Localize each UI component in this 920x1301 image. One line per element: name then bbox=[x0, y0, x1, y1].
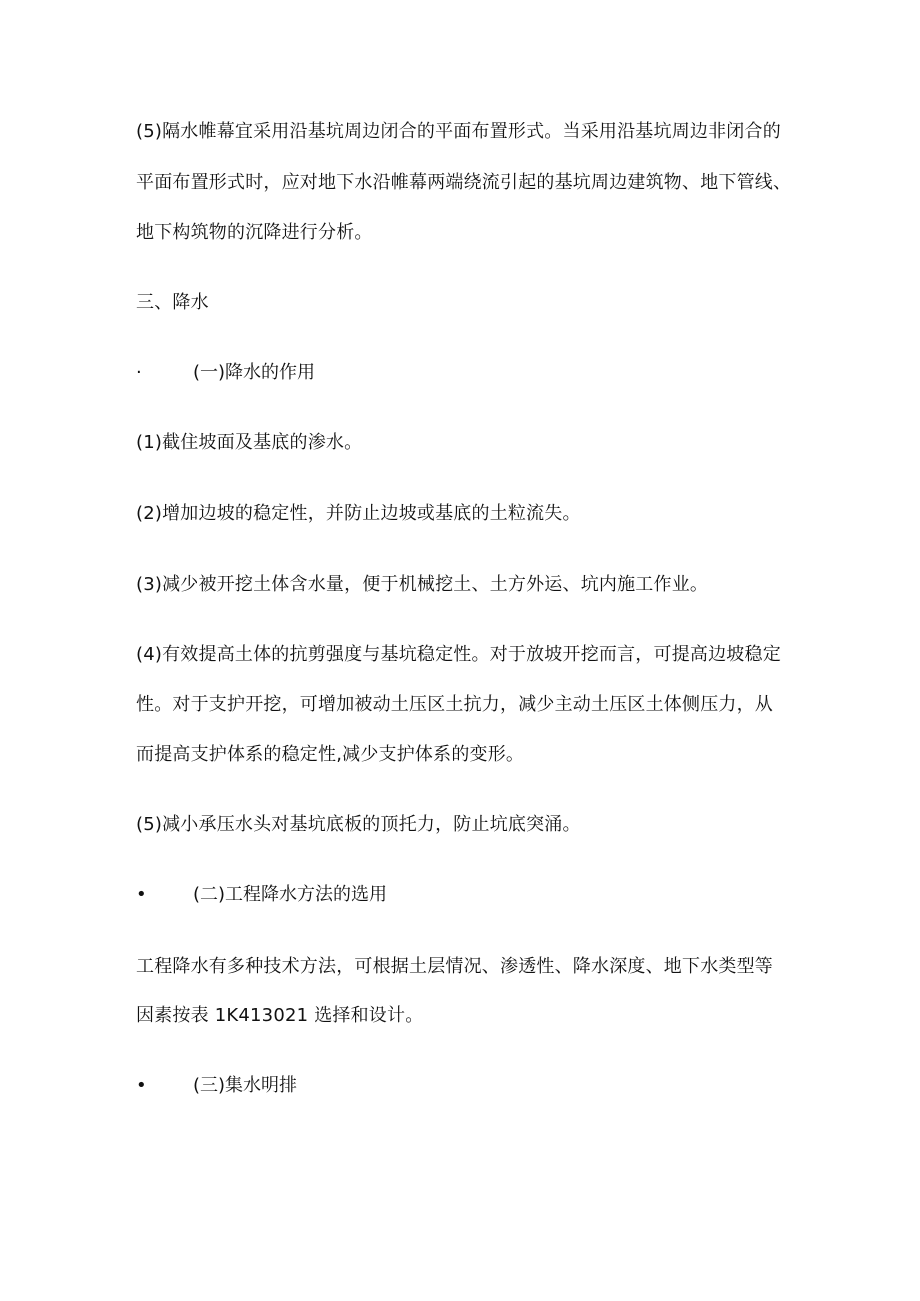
sub-heading-3: (三)集水明排 bbox=[193, 1075, 298, 1096]
list-item-4-line-2: 性。对于支护开挖，可增加被动土压区土抗力，减少主动土压区土体侧压力，从 bbox=[136, 694, 773, 715]
partition-paragraph-line-2: 平面布置形式时，应对地下水沿帷幕两端绕流引起的基坑周边建筑物、地下管线、 bbox=[136, 172, 792, 193]
section-title-dewatering: 三、降水 bbox=[136, 292, 209, 313]
list-item-1: (1)截住坡面及基底的渗水。 bbox=[136, 432, 363, 453]
sub-heading-3-bullet: • bbox=[136, 1075, 147, 1096]
method-paragraph-line-2: 因素按表 1K413021 选择和设计。 bbox=[136, 1005, 424, 1026]
partition-paragraph-line-1: (5)隔水帷幕宜采用沿基坑周边闭合的平面布置形式。当采用沿基坑周边非闭合的 bbox=[136, 121, 781, 142]
list-item-5: (5)减小承压水头对基坑底板的顶托力，防止坑底突涌。 bbox=[136, 814, 581, 835]
method-paragraph-line-1: 工程降水有多种技术方法，可根据土层情况、渗透性、降水深度、地下水类型等 bbox=[136, 956, 773, 977]
partition-paragraph-line-3: 地下构筑物的沉降进行分析。 bbox=[136, 222, 373, 243]
sub-heading-1: (一)降水的作用 bbox=[193, 362, 316, 383]
sub-heading-2-bullet: • bbox=[136, 884, 147, 905]
list-item-4-line-1: (4)有效提高土体的抗剪强度与基坑稳定性。对于放坡开挖而言，可提高边坡稳定 bbox=[136, 644, 781, 665]
list-item-4-line-3: 而提高支护体系的稳定性,减少支护体系的变形。 bbox=[136, 744, 525, 765]
list-item-3: (3)减少被开挖土体含水量，便于机械挖土、土方外运、坑内施工作业。 bbox=[136, 574, 709, 595]
sub-heading-2: (二)工程降水方法的选用 bbox=[193, 884, 388, 905]
sub-heading-1-bullet: · bbox=[136, 362, 142, 383]
list-item-2: (2)增加边坡的稳定性，并防止边坡或基底的土粒流失。 bbox=[136, 503, 581, 524]
